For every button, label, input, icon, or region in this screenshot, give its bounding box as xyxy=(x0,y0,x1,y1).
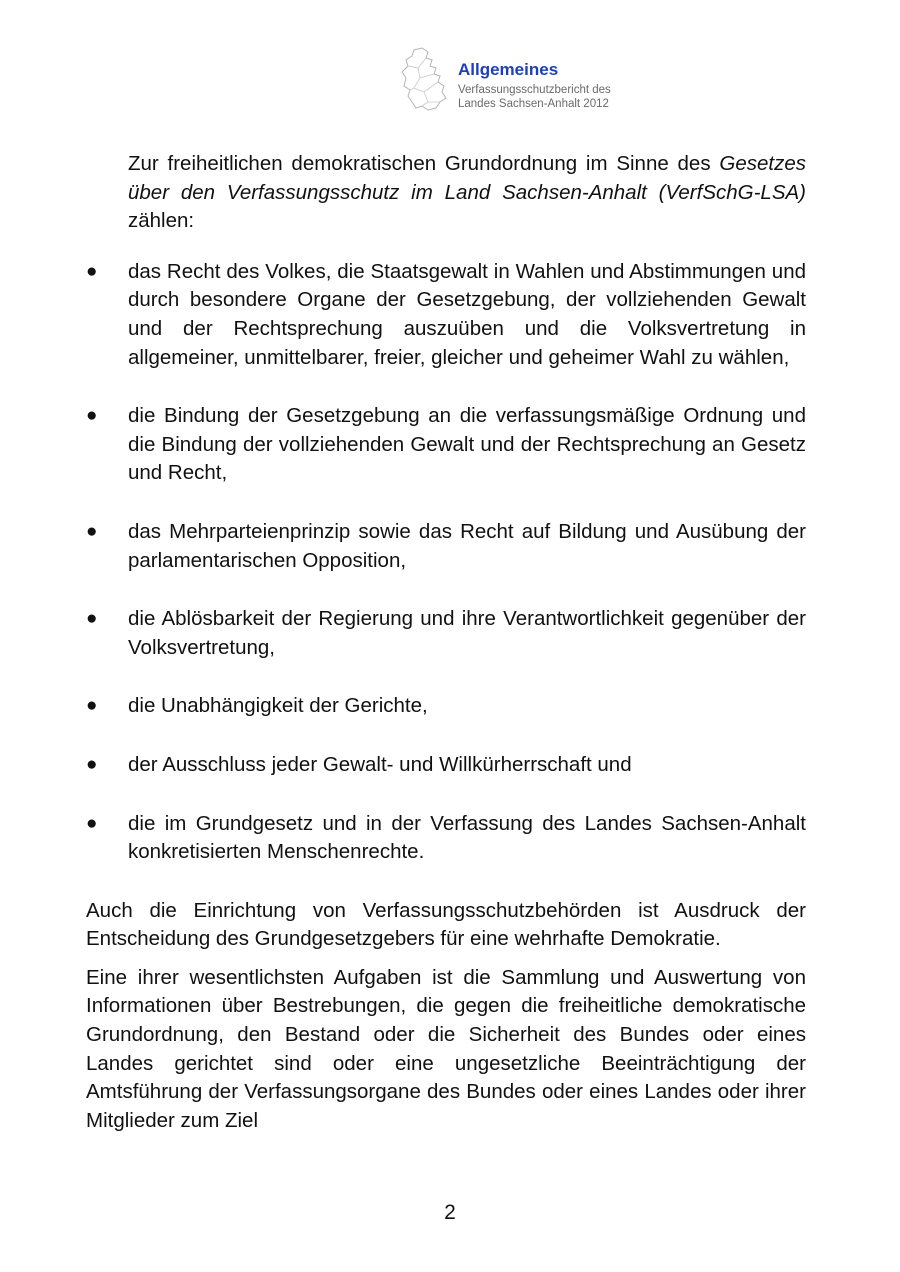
list-item xyxy=(86,518,806,575)
header-subtitle xyxy=(458,83,611,111)
body-paragraph-defense: Auch die Einrichtung von Verfassungsschutzbehörden ist Ausdruck der Entscheidung des Grundgesetzgebers für eine wehrhafte Demokratie. xyxy=(86,898,806,951)
principles-list xyxy=(86,258,806,867)
header-subtitle-line2: Landes Sachsen-Anhalt 2012 xyxy=(458,98,609,110)
list-item-text: das Mehrparteienprinzip sowie das Recht auf Bildung und Ausübung der parlamentarischen Opposition, xyxy=(128,519,806,572)
document-body xyxy=(86,150,806,1145)
list-item xyxy=(86,605,806,662)
intro-paragraph xyxy=(128,150,806,236)
bullet-icon: ● xyxy=(86,608,98,630)
bullet-icon: ● xyxy=(86,260,98,282)
list-item xyxy=(86,810,806,867)
page-header xyxy=(400,46,660,116)
list-item-text: der Ausschluss jeder Gewalt- und Willkürherrschaft und xyxy=(128,752,632,776)
list-item xyxy=(86,692,806,721)
header-title: Allgemeines xyxy=(458,60,559,79)
intro-text-end: zählen: xyxy=(128,209,195,233)
intro-law-title: Gesetzes über den Verfassungsschutz im Land Sachsen-Anhalt (VerfSchG-LSA) xyxy=(128,152,806,204)
list-item xyxy=(86,751,806,780)
bullet-icon: ● xyxy=(86,695,98,717)
intro-text-start: Zur freiheitlichen demokratischen Grundordnung im Sinne des xyxy=(128,152,711,175)
list-item-text: das Recht des Volkes, die Staatsgewalt in Wahlen und Abstimmungen und durch besondere Organe der Gesetzgebung, der vollziehenden Gewalt und der Rechtsprechung auszuüben und die Volksvertretung in allgemeiner, unmittelbarer, freier, gleicher und geheimer Wahl zu wählen, xyxy=(128,259,806,369)
page-number: 2 xyxy=(444,1201,456,1224)
list-item-text: die Bindung der Gesetzgebung an die verfassungsmäßige Ordnung und die Bindung der vollziehenden Gewalt und der Rechtsprechung an Gesetz und Recht, xyxy=(128,404,806,485)
header-subtitle-line1: Verfassungsschutzbericht des xyxy=(458,84,611,96)
list-item xyxy=(86,258,806,372)
sachsen-anhalt-map-icon xyxy=(400,46,456,112)
bullet-icon: ● xyxy=(86,753,98,775)
bullet-icon: ● xyxy=(86,405,98,427)
body-paragraph-tasks: Eine ihrer wesentlichsten Aufgaben ist die Sammlung und Auswertung von Informationen über Bestrebungen, die gegen die freiheitliche demokratische Grundordnung, den Bestand oder die Sicherheit des Bundes oder eines Landes gerichtet sind oder eine ungesetzliche Beeinträchtigung der Amtsführung der Verfassungsorgane des Bundes oder eines Landes oder ihrer Mitglieder zum Ziel xyxy=(86,965,806,1132)
bullet-icon: ● xyxy=(86,812,98,834)
list-item xyxy=(86,402,806,488)
list-item-text: die Ablösbarkeit der Regierung und ihre Verantwortlichkeit gegenüber der Volksvertretung, xyxy=(128,607,806,659)
bullet-icon: ● xyxy=(86,520,98,542)
list-item-text: die Unabhängigkeit der Gerichte, xyxy=(128,694,428,718)
list-item-text: die im Grundgesetz und in der Verfassung des Landes Sachsen-Anhalt konkretisierten Menschenrechte. xyxy=(128,811,806,864)
